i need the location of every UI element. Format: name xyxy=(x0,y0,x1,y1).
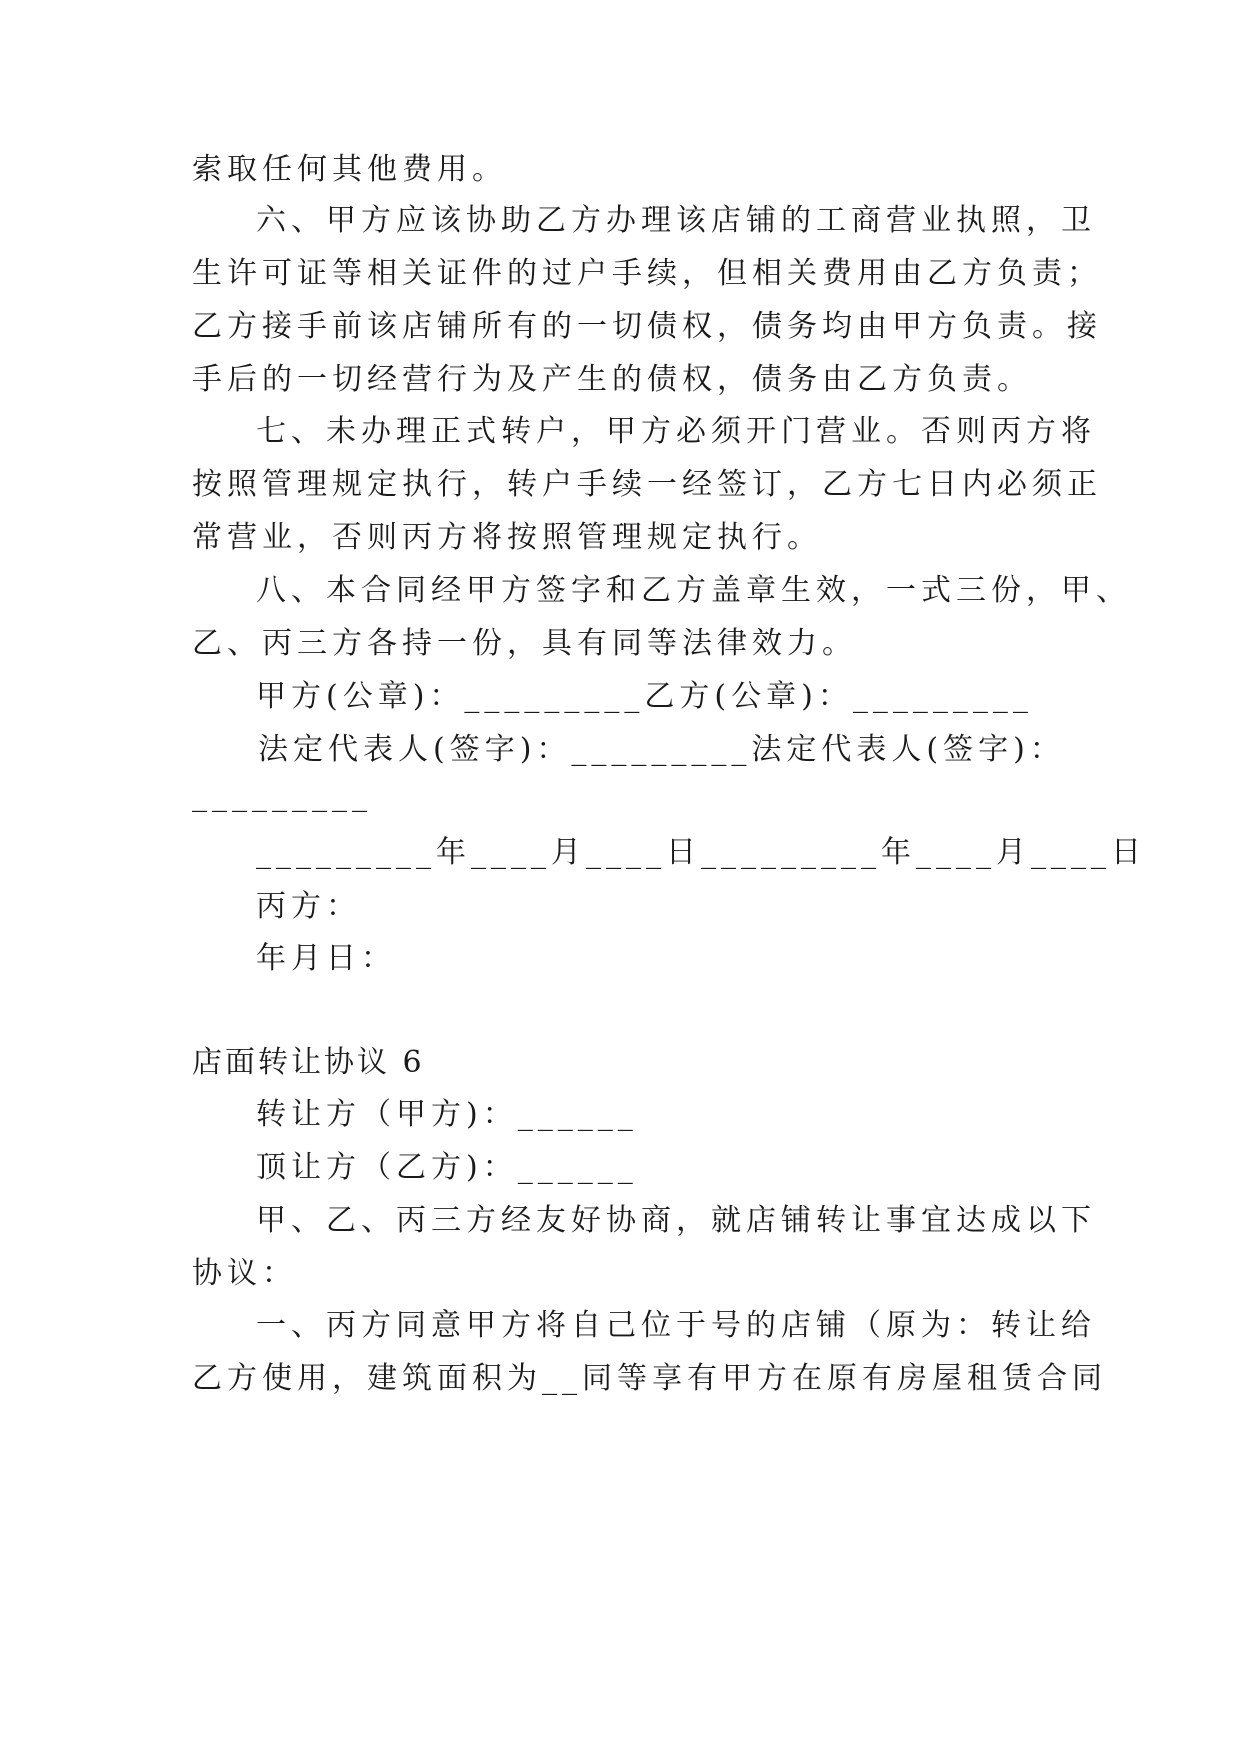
signature-blank: _________ xyxy=(192,778,372,813)
paragraph-line: 常营业，否则丙方将按照管理规定执行。 xyxy=(192,520,822,555)
transferor-line: 转让方（甲方)：______ xyxy=(256,1097,638,1132)
party-c-label: 丙方： xyxy=(256,889,361,924)
paragraph-line: 乙、丙三方各持一份，具有同等法律效力。 xyxy=(192,626,857,661)
seal-signature-line: 甲方(公章)：_________乙方(公章)：_________ xyxy=(256,679,1033,714)
date-line: _________年____月____日_________年____月____日 xyxy=(256,835,1146,870)
legal-rep-signature-line: 法定代表人(签字)：_________法定代表人(签字)： xyxy=(258,732,1065,767)
date-label: 年月日： xyxy=(256,941,396,976)
paragraph-line: 按照管理规定执行，转户手续一经签订，乙方七日内必须正 xyxy=(192,467,1102,502)
clause-six: 六、甲方应该协助乙方办理该店铺的工商营业执照，卫 xyxy=(256,203,1096,238)
clause-one: 一、丙方同意甲方将自己位于号的店铺（原为：转让给 xyxy=(256,1308,1096,1343)
paragraph-line: 手后的一切经营行为及产生的债权，债务由乙方负责。 xyxy=(192,362,1032,397)
paragraph-line: 乙方使用，建筑面积为__同等享有甲方在原有房屋租赁合同 xyxy=(192,1361,1107,1396)
paragraph-line: 协议： xyxy=(192,1256,297,1291)
clause-seven: 七、未办理正式转户，甲方必须开门营业。否则丙方将 xyxy=(256,414,1096,449)
clause-eight: 八、本合同经甲方签字和乙方盖章生效，一式三份，甲、 xyxy=(256,573,1131,608)
intro-line: 甲、乙、丙三方经友好协商，就店铺转让事宜达成以下 xyxy=(256,1203,1096,1238)
paragraph-line: 索取任何其他费用。 xyxy=(192,152,507,187)
transferee-line: 顶让方（乙方)：______ xyxy=(256,1150,638,1185)
paragraph-line: 乙方接手前该店铺所有的一切债权，债务均由甲方负责。接 xyxy=(192,309,1102,344)
paragraph-line: 生许可证等相关证件的过户手续，但相关费用由乙方负责； xyxy=(192,256,1102,291)
agreement-title: 店面转让协议 6 xyxy=(192,1045,425,1080)
